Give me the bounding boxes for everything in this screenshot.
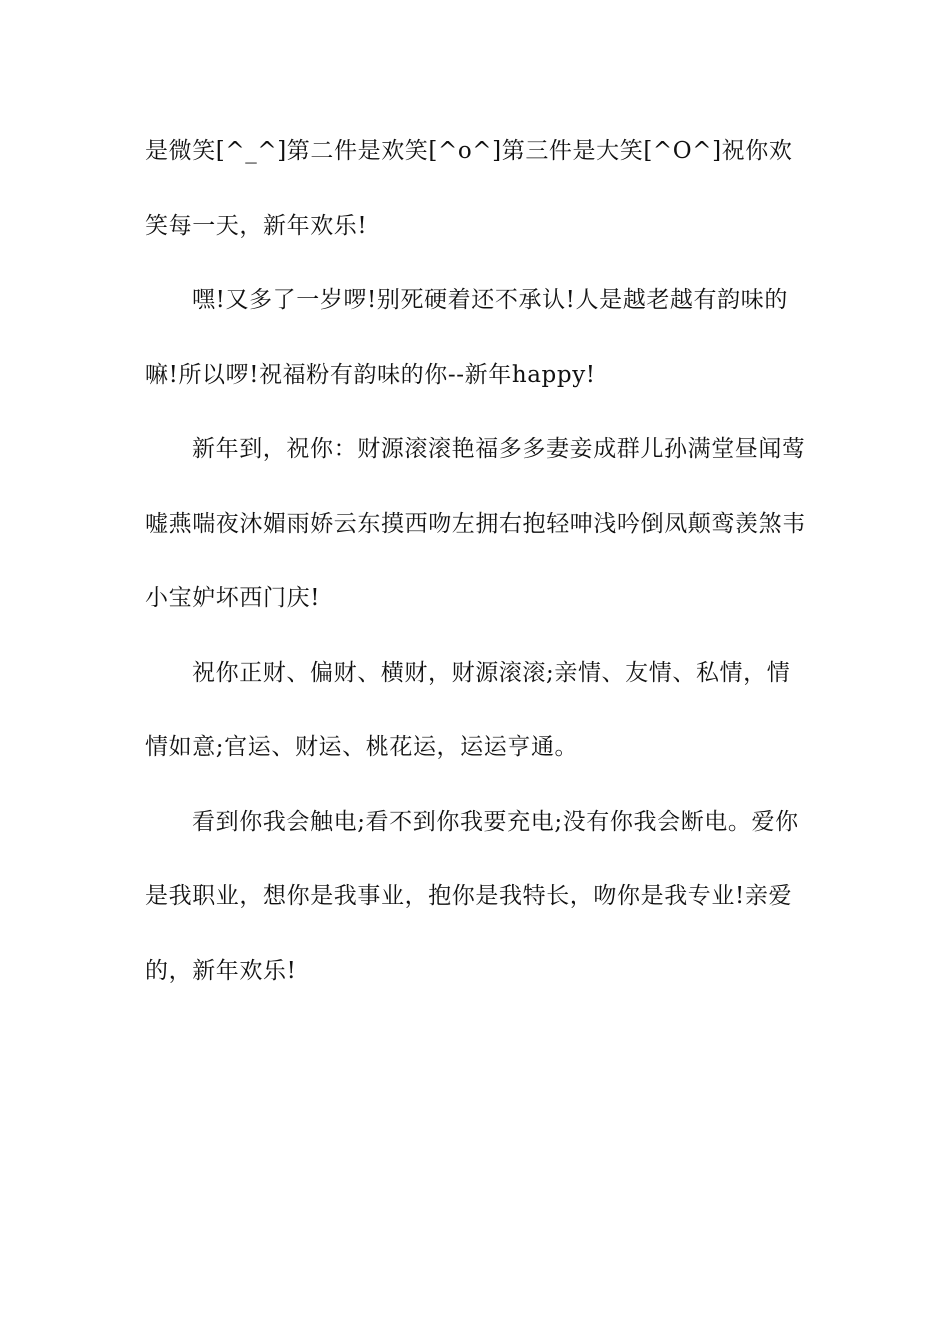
paragraph-3: 新年到，祝你：财源滚滚艳福多多妻妾成群儿孙满堂昼闻莺嘘燕喘夜沐媚雨娇云东摸西吻左拥右抱轻呻浅吟倒凤颠鸾羡煞韦小宝妒坏西门庆! <box>145 436 806 611</box>
paragraph-1: 是微笑[^_^]第二件是欢笑[^o^]第三件是大笑[^O^]祝你欢笑每一天，新年欢乐! <box>145 138 793 239</box>
document-body <box>145 114 810 1008</box>
paragraph-4: 祝你正财、偏财、横财，财源滚滚;亲情、友情、私情，情情如意;官运、财运、桃花运，运运亨通。 <box>145 659 791 760</box>
paragraph-5: 看到你我会触电;看不到你我要充电;没有你我会断电。爱你是我职业，想你是我事业，抱你是我特长，吻你是我专业!亲爱的，新年欢乐! <box>145 808 799 984</box>
paragraph-2: 嘿!又多了一岁啰!别死硬着还不承认!人是越老越有韵味的嘛!所以啰!祝福粉有韵味的你--新年happy! <box>145 287 788 388</box>
